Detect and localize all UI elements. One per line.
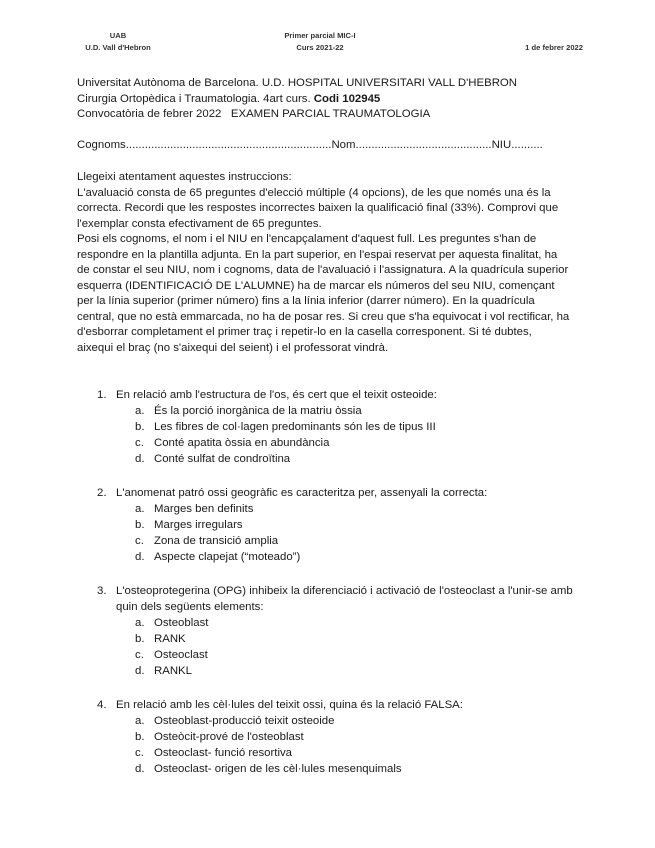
- option-label: d.: [135, 665, 145, 677]
- option-c: [135, 435, 577, 451]
- option-text: Marges irregulars: [154, 519, 243, 531]
- document-intro: [77, 76, 577, 123]
- option-c: [135, 533, 577, 549]
- option-list: [135, 403, 577, 467]
- option-text: Marges ben definits: [154, 503, 254, 515]
- exam-title-line: Convocatòria de febrer 2022 EXAMEN PARCIAL TRAUMATOLOGIA: [77, 108, 431, 120]
- option-a: [135, 501, 577, 517]
- question-text: L'osteoprotegerina (OPG) inhibeix la diferenciació i activació de l'osteoclast a l'unir-se amb quin dels següents elements:: [116, 585, 573, 613]
- option-label: b.: [135, 633, 145, 645]
- option-label: b.: [135, 519, 145, 531]
- option-text: Osteoclast: [154, 649, 208, 661]
- option-label: a.: [135, 715, 145, 727]
- question: [77, 583, 577, 679]
- option-label: c.: [135, 747, 144, 759]
- option-text: Osteoclast- funció resortiva: [154, 747, 293, 759]
- option-label: a.: [135, 503, 145, 515]
- instructions-paragraph-1: L'avaluació consta de 65 preguntes d'elecció múltiple (4 opcions), de les que només una és la correcta. Recordi que les respostes incorrectes baixen la qualificació final (33%). Comprovi que l'exemplar consta efectivament de 65 preguntes.: [77, 186, 559, 230]
- header-university: UAB: [109, 31, 127, 40]
- question-list: [77, 387, 577, 795]
- option-text: Les fibres de col·lagen predominants són les de tipus III: [154, 421, 436, 433]
- option-text: Aspecte clapejat (“moteado”): [154, 551, 301, 563]
- header-left: [78, 30, 158, 54]
- option-label: d.: [135, 763, 145, 775]
- question: [77, 485, 577, 565]
- header-exam-name: Primer parcial MIC-I: [284, 31, 356, 40]
- header-center: [265, 30, 375, 54]
- option-b: [135, 631, 577, 647]
- option-text: RANK: [154, 633, 186, 645]
- option-list: [135, 501, 577, 565]
- option-label: c.: [135, 437, 144, 449]
- option-text: És la porció inorgànica de la matriu òssia: [154, 405, 362, 417]
- option-b: [135, 729, 577, 745]
- option-label: d.: [135, 453, 145, 465]
- option-list: [135, 713, 577, 777]
- option-text: Osteòcit-prové de l'osteoblast: [154, 731, 304, 743]
- option-label: a.: [135, 617, 145, 629]
- option-text: Osteoblast: [154, 617, 209, 629]
- option-text: Osteoclast- origen de les cèl·lules mesenquimals: [154, 763, 402, 775]
- question-number: 2.: [97, 487, 107, 499]
- option-b: [135, 517, 577, 533]
- question-number: 1.: [97, 389, 107, 401]
- header-date: 1 de febrer 2022: [525, 43, 583, 52]
- question-text: En relació amb l'estructura de l'os, és cert que el teixit osteoide:: [116, 389, 437, 401]
- option-label: a.: [135, 405, 145, 417]
- course-code: Codi 102945: [313, 92, 381, 105]
- question: [77, 697, 577, 777]
- instructions-paragraph-2: Posi els cognoms, el nom i el NIU en l'encapçalament d'aquest full. Les preguntes s'han de respondre en la plantilla adjunta. En la part superior, en l'espai reservat per aquesta finalitat, ha de constar el seu NIU, nom i cognoms, data de l'avaluació i l'assignatura. A la quadrícula superior esquerra (IDENTIFICACIÓ DE L'ALUMNE) ha de marcar els números del seu NIU, començant per la línia superior (primer número) fins a la línia inferior (darrer número). En la quadrícula central, que no està emmarcada, no ha de posar res. Si creu que s'ha equivocat i vol rectificar, ha d'esborrar completament el primer traç i repetir-lo en la casella corresponent. Si té dubtes, aixequi el braç (no s'aixequi del seient) i el professorat vindrà.: [77, 233, 570, 354]
- option-c: [135, 745, 577, 761]
- student-info-fields: Cognoms.................................................................Nom...........................................NIU..........: [77, 139, 543, 151]
- header-right: [508, 30, 583, 54]
- option-text: Zona de transició amplia: [154, 535, 279, 547]
- option-b: [135, 419, 577, 435]
- option-a: [135, 403, 577, 419]
- question-number: 3.: [97, 585, 107, 597]
- option-a: [135, 615, 577, 631]
- instructions: [77, 170, 571, 356]
- option-text: RANKL: [154, 665, 192, 677]
- option-label: d.: [135, 551, 145, 563]
- option-label: c.: [135, 649, 144, 661]
- option-d: [135, 549, 577, 565]
- option-a: [135, 713, 577, 729]
- course-line: [77, 92, 577, 108]
- question-number: 4.: [97, 699, 107, 711]
- course-name: Cirurgia Ortopèdica i Traumatologia. 4art curs.: [77, 92, 311, 105]
- option-d: [135, 451, 577, 467]
- question-text: L'anomenat patró ossi geogràfic es caracteritza per, assenyali la correcta:: [116, 487, 488, 499]
- option-label: b.: [135, 421, 145, 433]
- instructions-title: Llegeixi atentament aquestes instruccions:: [77, 171, 292, 183]
- header-course-year: Curs 2021-22: [296, 43, 344, 52]
- header-unit: U.D. Vall d'Hebron: [85, 43, 151, 52]
- option-text: Osteoblast-producció teixit osteoide: [154, 715, 335, 727]
- option-d: [135, 663, 577, 679]
- option-list: [135, 615, 577, 679]
- question: [77, 387, 577, 467]
- question-text: En relació amb les cèl·lules del teixit ossi, quina és la relació FALSA:: [116, 699, 463, 711]
- option-text: Conté sulfat de condroïtina: [154, 453, 291, 465]
- option-label: c.: [135, 535, 144, 547]
- option-d: [135, 761, 577, 777]
- option-text: Conté apatita òssia en abundància: [154, 437, 330, 449]
- institution-line: Universitat Autònoma de Barcelona. U.D. HOSPITAL UNIVERSITARI VALL D'HEBRON: [77, 77, 518, 89]
- option-label: b.: [135, 731, 145, 743]
- option-c: [135, 647, 577, 663]
